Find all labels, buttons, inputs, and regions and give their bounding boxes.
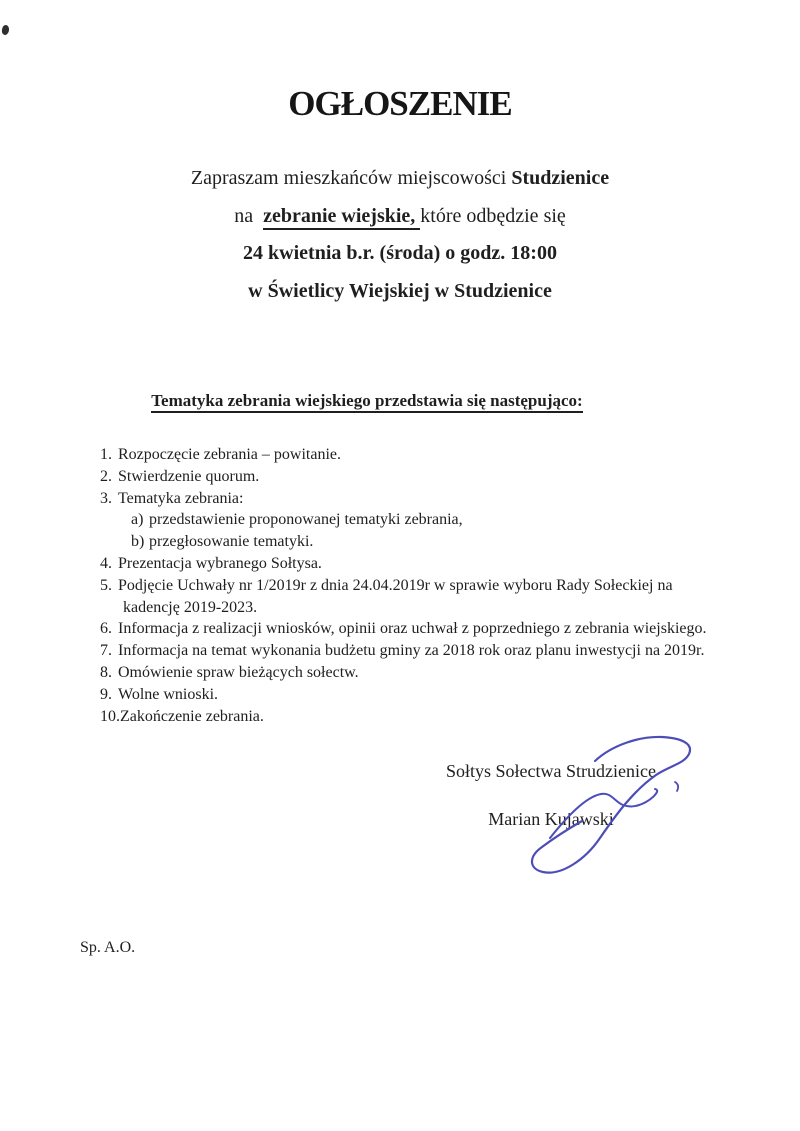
- agenda-item-text: Informacja z realizacji wniosków, opinii oraz uchwał z poprzedniego z zebrania wiejskiego.: [118, 620, 707, 638]
- intro-block: [0, 160, 800, 310]
- agenda-item-marker: 6.: [100, 620, 112, 638]
- agenda-item: [100, 684, 748, 706]
- agenda-item-text: Rozpoczęcie zebrania – powitanie.: [118, 446, 341, 463]
- agenda-item: [100, 575, 748, 597]
- agenda-item-text: Prezentacja wybranego Sołtysa.: [118, 554, 322, 572]
- agenda-item: [100, 466, 748, 488]
- agenda-item-marker: 1.: [100, 446, 112, 463]
- agenda-item: [131, 509, 748, 531]
- agenda-item-text: Wolne wnioski.: [118, 685, 219, 703]
- agenda-item-text: przegłosowanie tematyki.: [149, 533, 314, 551]
- signature-stroke-tick: [675, 782, 678, 791]
- scan-artifact-speck: [1, 24, 10, 35]
- agenda-heading: [0, 391, 734, 411]
- signatory-name: Marian Kujawski: [488, 809, 614, 829]
- agenda-item-text: Informacja na temat wykonania budżetu gminy za 2018 rok oraz planu inwestycji na 2019r.: [118, 642, 705, 660]
- agenda-item: [100, 640, 748, 662]
- agenda-item-text: Podjęcie Uchwały nr 1/2019r z dnia 24.04.2019r w sprawie wyboru Rady Sołeckiej na: [118, 576, 673, 594]
- meeting-name-underlined: zebranie wiejskie,: [263, 205, 420, 230]
- agenda-heading-text: Tematyka zebrania wiejskiego przedstawia się następująco:: [151, 391, 582, 413]
- agenda-item-text: Stwierdzenie quorum.: [118, 467, 260, 485]
- agenda-item-marker: 7.: [100, 642, 112, 660]
- village-name-bold: Studzienice: [511, 167, 610, 189]
- agenda-item-text: kadencję 2019-2023.: [123, 598, 258, 616]
- meeting-place-line: w Świetlicy Wiejskiej w Studzienice: [248, 279, 552, 302]
- intro-line-2: [0, 198, 800, 236]
- agenda-item: [100, 444, 748, 466]
- agenda-item: [100, 618, 748, 640]
- agenda-item: [131, 531, 748, 553]
- intro-line-2-post: które odbędzie się: [420, 204, 566, 227]
- meeting-date-line: 24 kwietnia b.r. (środa) o godz. 18:00: [243, 242, 557, 264]
- agenda-item-marker: 5.: [100, 576, 112, 594]
- signature-block: [430, 761, 672, 830]
- agenda-item-marker: 2.: [100, 467, 112, 485]
- agenda-item-marker: 3.: [100, 489, 112, 507]
- page-title: OGŁOSZENIE: [288, 84, 512, 123]
- agenda-item-marker: 8.: [100, 663, 112, 681]
- agenda-item: [100, 553, 748, 575]
- agenda-item-marker: a): [131, 511, 144, 529]
- agenda-list: [100, 444, 748, 727]
- agenda-item-marker: b): [131, 533, 145, 551]
- agenda-item-marker: 9.: [100, 685, 112, 703]
- intro-line-1-text: Zapraszam mieszkańców miejscowości: [190, 167, 512, 189]
- agenda-item-marker: 4.: [100, 554, 112, 572]
- agenda-item-text: Zakończenie zebrania.: [120, 707, 264, 725]
- agenda-item: [123, 597, 748, 619]
- agenda-item-text: Omówienie spraw bieżących sołectw.: [118, 663, 359, 681]
- agenda-item: [100, 488, 748, 510]
- agenda-item-text: Tematyka zebrania:: [118, 489, 244, 507]
- intro-line-2-pre: na: [234, 204, 254, 227]
- agenda-item-marker: 10.: [100, 707, 120, 725]
- signatory-role: Sołtys Sołectwa Strudzienice: [446, 761, 656, 781]
- agenda-item: [100, 706, 748, 728]
- intro-line-1: [0, 160, 800, 198]
- agenda-item: [100, 662, 748, 684]
- footer-initials: Sp. A.O.: [80, 939, 136, 956]
- agenda-item-text: przedstawienie proponowanej tematyki zebrania,: [149, 511, 463, 529]
